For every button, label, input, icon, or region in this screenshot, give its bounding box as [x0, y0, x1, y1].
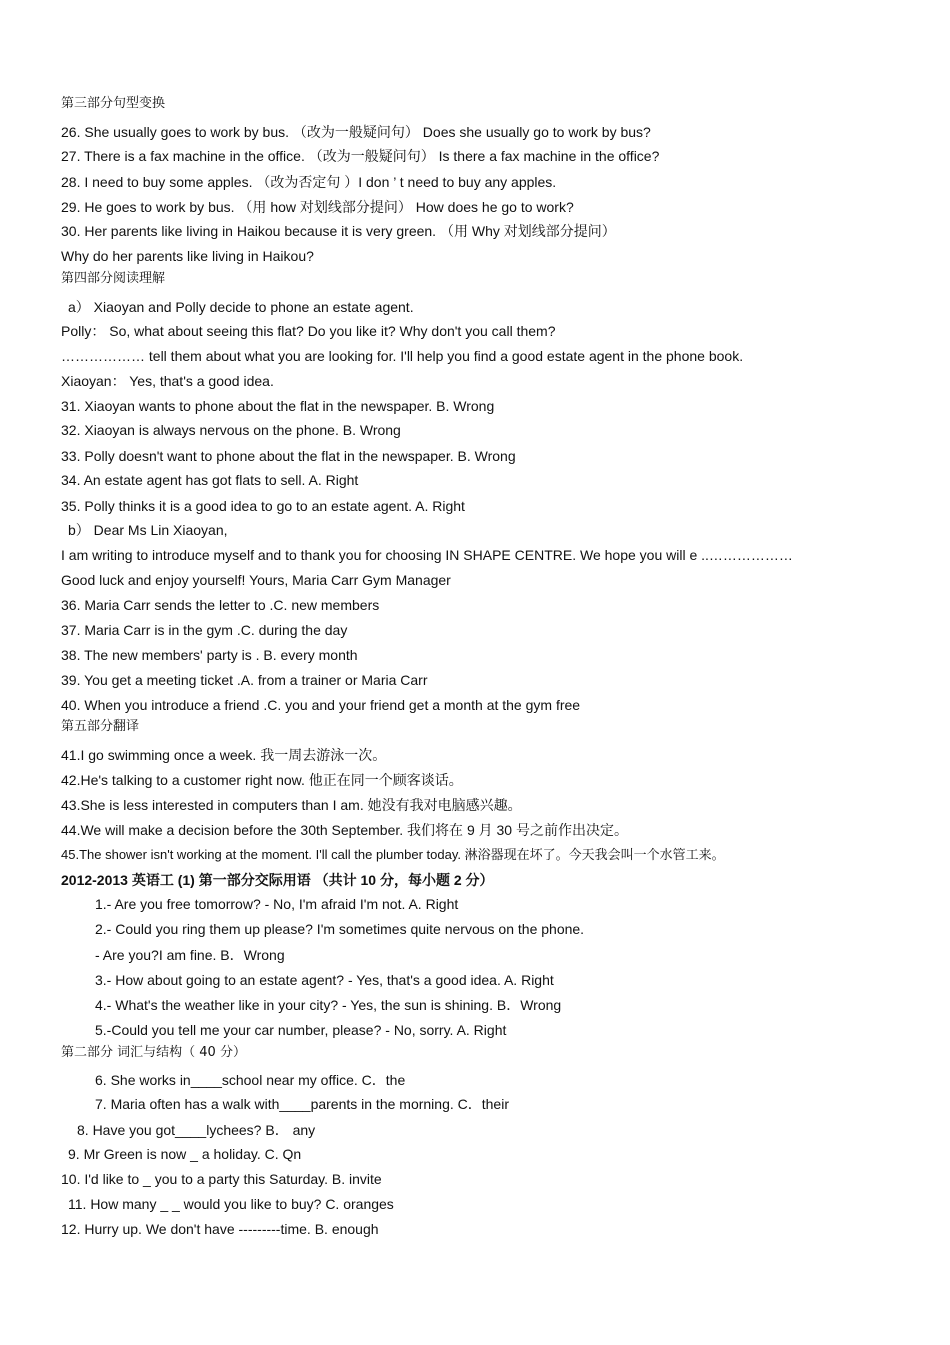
- question-line: 28. I need to buy some apples. （改为否定句 ）I don ’ t need to buy any apples.: [61, 174, 557, 190]
- question-line: 5.-Could you tell me your car number, please? - No, sorry. A. Right: [95, 1022, 507, 1038]
- question-line: 7. Maria often has a walk with____parents in the morning. C．their: [95, 1096, 509, 1112]
- translation-line: 43.She is less interested in computers than I am. 她没有我对电脑感兴趣。: [61, 797, 522, 813]
- question-line: 37. Maria Carr is in the gym .C. during the day: [61, 622, 348, 638]
- translation-line: 45.The shower isn't working at the moment. I'll call the plumber today. 淋浴器现在坏了。今天我会叫一个水管工来。: [61, 847, 725, 862]
- question-line: 30. Her parents like living in Haikou because it is very green. （用 Why 对划线部分提问）: [61, 223, 616, 239]
- question-line: - Are you?I am fine. B．Wrong: [95, 947, 285, 963]
- question-line: 36. Maria Carr sends the letter to .C. new members: [61, 597, 380, 613]
- translation-line: 44.We will make a decision before the 30th September. 我们将在 9 月 30 号之前作出决定。: [61, 822, 628, 838]
- reading-passage-line: ……………… tell them about what you are looking for. I'll help you find a good estate agent in the phone book.: [61, 348, 744, 364]
- question-line: 1.- Are you free tomorrow? - No, I'm afraid I'm not. A. Right: [95, 896, 459, 912]
- section-heading-reading: 第四部分阅读理解: [61, 271, 166, 286]
- answer-line: Why do her parents like living in Haikou?: [61, 248, 314, 264]
- question-line: 39. You get a meeting ticket .A. from a trainer or Maria Carr: [61, 672, 428, 688]
- reading-passage-line: Xiaoyan： Yes, that's a good idea.: [61, 373, 274, 389]
- section-heading-translation: 第五部分翻译: [61, 719, 140, 734]
- question-line: 9. Mr Green is now _ a holiday. C. Qn: [68, 1146, 302, 1162]
- exam-title-heading: 2012-2013 英语工 (1) 第一部分交际用语 （共计 10 分，每小题 2 分）: [61, 872, 494, 888]
- question-line: 10. I'd like to _ you to a party this Saturday. B. invite: [61, 1171, 382, 1187]
- reading-passage-line: b） Dear Ms Lin Xiaoyan,: [68, 522, 228, 538]
- question-line: 11. How many _ _ would you like to buy? C. oranges: [68, 1196, 394, 1212]
- reading-passage-line: a） Xiaoyan and Polly decide to phone an estate agent.: [68, 299, 414, 315]
- question-line: 12. Hurry up. We don't have ---------time. B. enough: [61, 1221, 379, 1237]
- question-line: 40. When you introduce a friend .C. you and your friend get a month at the gym free: [61, 697, 581, 713]
- reading-passage-line: Good luck and enjoy yourself! Yours, Maria Carr Gym Manager: [61, 572, 451, 588]
- question-line: 27. There is a fax machine in the office. （改为一般疑问句） Is there a fax machine in the office?: [61, 148, 660, 164]
- question-line: 38. The new members' party is . B. every month: [61, 647, 358, 663]
- section-heading-vocabulary: 第二部分 词汇与结构（ 40 分）: [61, 1045, 246, 1060]
- question-line: 29. He goes to work by bus. （用 how 对划线部分提问） How does he go to work?: [61, 199, 574, 215]
- question-line: 2.- Could you ring them up please? I'm sometimes quite nervous on the phone.: [95, 921, 585, 937]
- question-line: 35. Polly thinks it is a good idea to go to an estate agent. A. Right: [61, 498, 465, 514]
- question-line: 3.- How about going to an estate agent? - Yes, that's a good idea. A. Right: [95, 972, 554, 988]
- question-line: 34. An estate agent has got flats to sell. A. Right: [61, 472, 359, 488]
- question-line: 6. She works in____school near my office. C．the: [95, 1072, 406, 1088]
- question-line: 26. She usually goes to work by bus. （改为一般疑问句） Does she usually go to work by bus?: [61, 124, 651, 140]
- question-line: 31. Xiaoyan wants to phone about the flat in the newspaper. B. Wrong: [61, 398, 495, 414]
- question-line: 32. Xiaoyan is always nervous on the phone. B. Wrong: [61, 422, 401, 438]
- question-line: 8. Have you got____lychees? B． any: [77, 1122, 316, 1138]
- reading-passage-line: I am writing to introduce myself and to thank you for choosing IN SHAPE CENTRE. We hope you will e ..………………: [61, 547, 793, 563]
- question-line: 4.- What's the weather like in your city? - Yes, the sun is shining. B．Wrong: [95, 997, 562, 1013]
- question-line: 33. Polly doesn't want to phone about the flat in the newspaper. B. Wrong: [61, 448, 516, 464]
- reading-passage-line: Polly： So, what about seeing this flat? Do you like it? Why don't you call them?: [61, 323, 556, 339]
- translation-line: 41.I go swimming once a week. 我一周去游泳一次。: [61, 747, 387, 763]
- translation-line: 42.He's talking to a customer right now. 他正在同一个顾客谈话。: [61, 772, 463, 788]
- section-heading-sentence-transform: 第三部分句型变换: [61, 96, 166, 111]
